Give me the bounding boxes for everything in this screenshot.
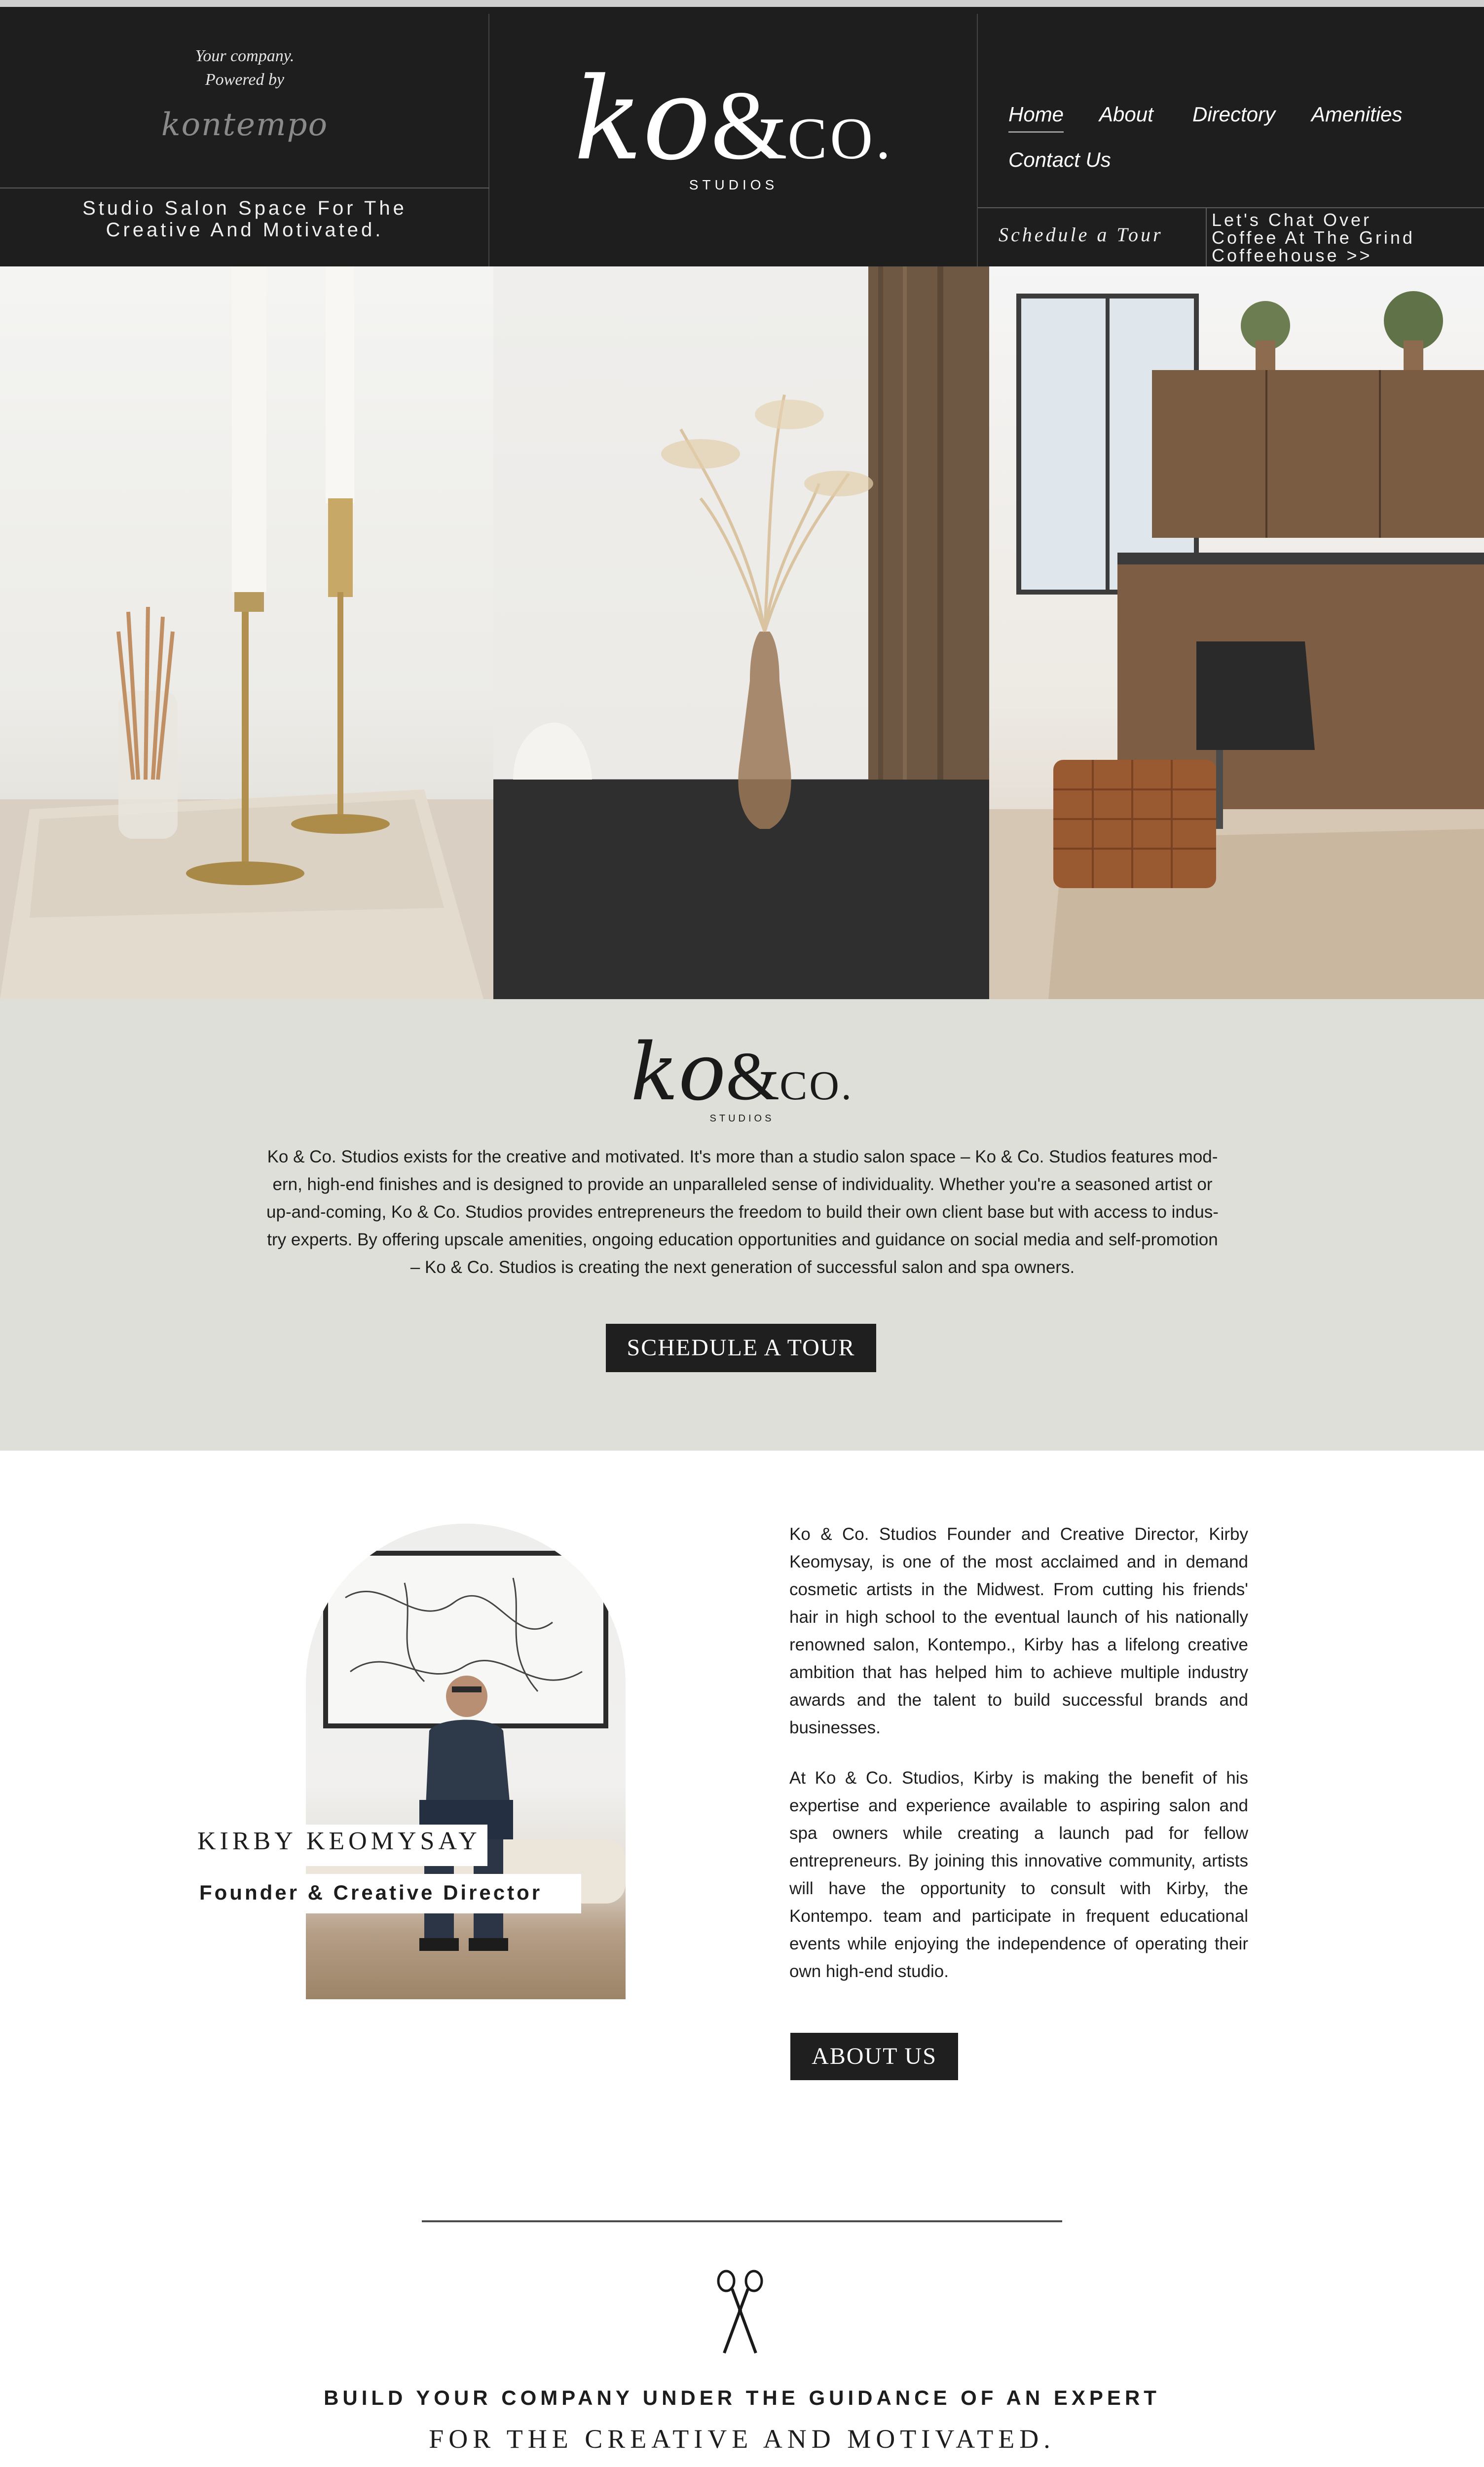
intro-logo xyxy=(0,1026,1484,1124)
nav-home[interactable]: Home xyxy=(1008,103,1064,133)
hero-gallery xyxy=(0,266,1484,999)
intro-line: up-and-coming, Ko & Co. Studios provides entrepreneurs the freedom to build their own client base but with access to indus- xyxy=(266,1202,1219,1222)
kontempo-logo[interactable]: kontempo xyxy=(161,107,329,143)
founder-section xyxy=(0,1451,1484,2220)
nav-directory[interactable]: Directory xyxy=(1192,103,1276,126)
intro-paragraph xyxy=(249,1143,1236,1281)
logo-amp: & xyxy=(710,71,788,180)
intro-section xyxy=(0,999,1484,1451)
logo-ko: ko xyxy=(631,1026,726,1118)
founder-portrait xyxy=(306,1524,626,1999)
site-logo[interactable] xyxy=(489,54,978,193)
header-divider xyxy=(0,187,489,188)
founder-bio-1: Ko & Co. Studios Founder and Creative Director, Kirby Keomysay, is one of the most acclaimed and in demand cosmetic artists in the Midwest. From cutting his friends' hair in high school to the eventual launch of his nationally renowned salon, Kontempo., Kirby has a lifelong creative ambition that has helped him to achieve multiple industry awards and the talent to build successful brands and businesses. xyxy=(789,1525,1248,1737)
nav-amenities[interactable]: Amenities xyxy=(1311,103,1403,126)
logo-co: CO. xyxy=(779,1063,853,1109)
about-us-button[interactable]: ABOUT US xyxy=(790,2033,958,2080)
intro-line: try experts. By offering upscale amenities, ongoing education opportunities and guidance on social media and self-promotion xyxy=(267,1230,1218,1249)
founder-title: Founder & Creative Director xyxy=(199,1881,543,1904)
expert-subheading: FOR THE CREATIVE AND MOTIVATED. xyxy=(429,2424,1055,2454)
scissors-icon xyxy=(715,2268,765,2354)
header-vertical-divider xyxy=(1206,208,1207,273)
nav-about[interactable]: About xyxy=(1099,103,1153,126)
header-left-column xyxy=(0,14,489,273)
hero-photo-vase xyxy=(493,266,989,999)
powered-line-1: Your company. xyxy=(195,47,295,65)
hero-photo-candles xyxy=(0,266,493,999)
logo-ko: ko xyxy=(573,54,711,186)
tagline-line-2: Creative And Motivated. xyxy=(106,219,384,241)
founder-bio-2: At Ko & Co. Studios, Kirby is making the benefit of his expertise and experience available to aspiring salon and spa owners while creating a launch pad for fellow entrepreneurs. By joining this innovative community, artists will have the opportunity to consult with Kirby, the Kontempo. team and participate in frequent educational events while enjoying the independence of operating their own high-end studio. xyxy=(789,1768,1248,1981)
coffee-chat-link[interactable] xyxy=(1212,211,1478,264)
vase-illustration xyxy=(493,266,989,999)
header-logo-column xyxy=(489,14,978,273)
logo-amp: & xyxy=(726,1038,780,1115)
header-right-divider xyxy=(978,207,1484,208)
logo-studios: STUDIOS xyxy=(689,177,779,192)
header-nav-column xyxy=(978,14,1484,273)
intro-line: ern, high-end finishes and is designed to provide an unparalleled sense of individuality. Whether you're a seasoned artist or xyxy=(272,1175,1213,1194)
intro-line: Ko & Co. Studios exists for the creative and motivated. It's more than a studio salon space – Ko & Co. Studios features mod- xyxy=(267,1147,1218,1166)
intro-line: – Ko & Co. Studios is creating the next generation of successful salon and spa owners. xyxy=(410,1258,1075,1277)
expert-heading: BUILD YOUR COMPANY UNDER THE GUIDANCE OF AN EXPERT xyxy=(324,2386,1160,2409)
site-header xyxy=(0,0,1484,266)
powered-by-text xyxy=(0,44,489,92)
powered-line-2: Powered by xyxy=(205,71,285,89)
nav-contact-us[interactable]: Contact Us xyxy=(1008,148,1111,171)
schedule-tour-link[interactable]: Schedule a Tour xyxy=(999,224,1163,246)
expert-section xyxy=(0,2220,1484,2467)
chat-line-2: Coffee At The Grind xyxy=(1212,227,1415,248)
portrait-illustration xyxy=(306,1524,626,1999)
chat-line-3: Coffeehouse >> xyxy=(1212,245,1373,265)
section-divider xyxy=(422,2220,1062,2222)
tagline-line-1: Studio Salon Space For The xyxy=(82,197,407,219)
candles-illustration xyxy=(0,266,493,999)
salon-illustration xyxy=(989,266,1484,999)
schedule-tour-button[interactable]: SCHEDULE A TOUR xyxy=(606,1324,876,1372)
chat-line-1: Let's Chat Over xyxy=(1212,210,1372,230)
hero-photo-salon xyxy=(989,266,1484,999)
logo-co: CO. xyxy=(787,106,894,171)
logo-studios: STUDIOS xyxy=(709,1113,775,1124)
founder-name: KIRBY KEOMYSAY xyxy=(197,1827,481,1855)
header-tagline xyxy=(0,197,489,241)
